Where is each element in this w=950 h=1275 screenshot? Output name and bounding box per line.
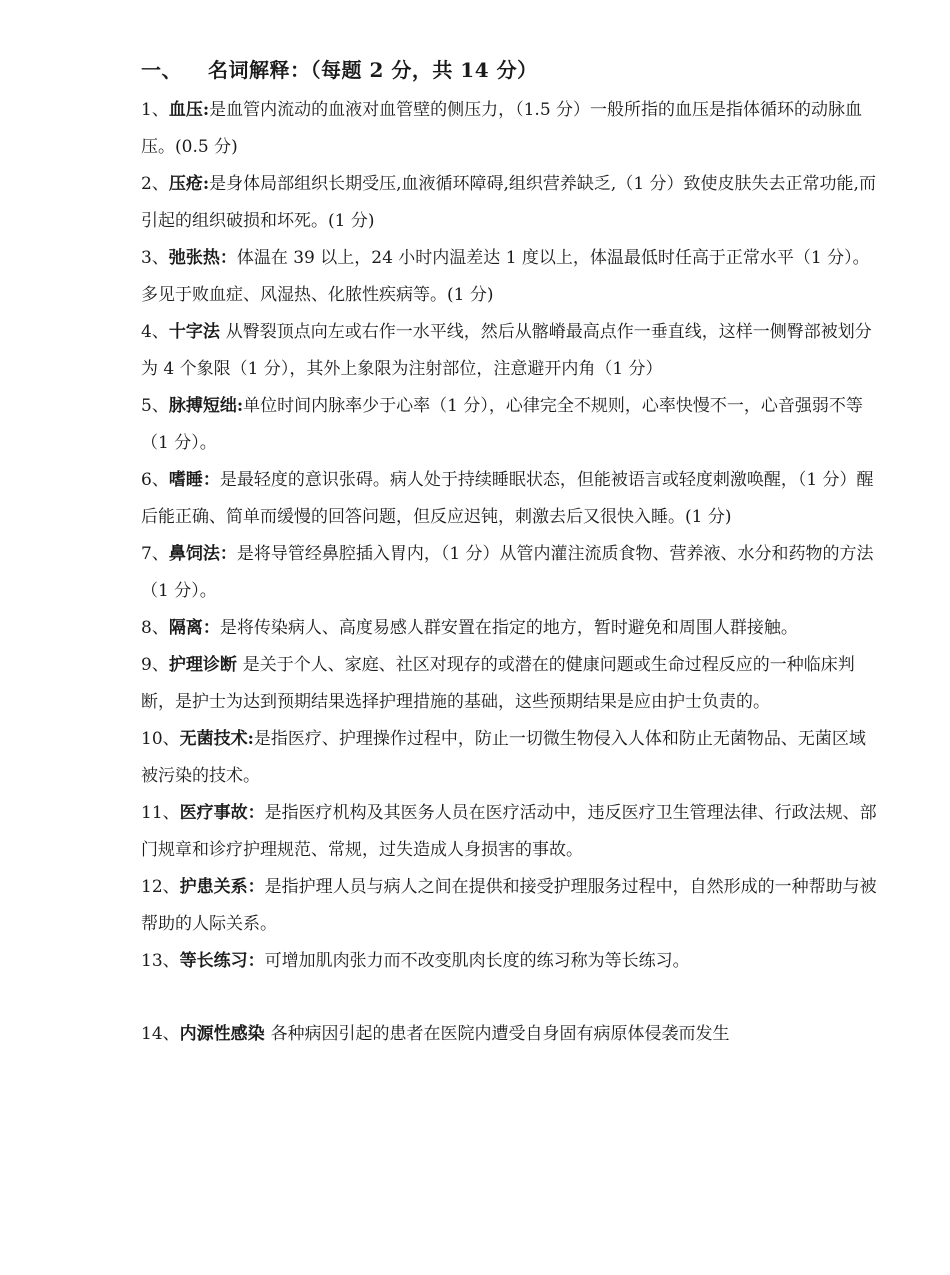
item-definition: 是将传染病人、高度易感人群安置在指定的地方，暂时避免和周围人群接触。 <box>219 618 798 638</box>
item-separator: : <box>202 174 210 194</box>
item-definition: 从臀裂顶点向左或右作一水平线，然后从髂嵴最高点作一垂直线，这样一侧臀部被划分为 4 个象限（1 分），其外上象限为注射部位，注意避开内角（1 分） <box>141 322 872 379</box>
item-separator: ： <box>219 544 237 564</box>
item-definition: 是最轻度的意识张碍。病人处于持续睡眠状态，但能被语言或轻度刺激唤醒，（1 分）醒后能正确、简单而缓慢的回答问题，但反应迟钝，刺激去后又很快入睡。(1 分) <box>141 470 874 527</box>
item-number: 3、 <box>141 248 169 268</box>
item-separator: ： <box>202 470 220 490</box>
item-definition: 是指医疗机构及其医务人员在医疗活动中，违反医疗卫生管理法律、行政法规、部门规章和诊疗护理规范、常规，过失造成人身损害的事故。 <box>141 803 877 860</box>
definition-item-1 <box>141 92 877 166</box>
definition-item-8 <box>141 610 877 647</box>
item-term: 护患关系 <box>179 877 248 897</box>
definition-item-3 <box>141 240 877 314</box>
item-number: 14、 <box>141 1024 180 1044</box>
definition-item-13 <box>141 943 877 980</box>
item-number: 13、 <box>141 951 180 971</box>
item-separator: : <box>236 396 244 416</box>
item-number: 2、 <box>141 174 169 194</box>
definition-item-6 <box>141 462 877 536</box>
item-term: 护理诊断 <box>168 655 237 675</box>
item-term: 压疮 <box>168 174 203 194</box>
definition-item-4 <box>141 314 877 388</box>
definition-item-9 <box>141 647 877 721</box>
document-page <box>141 52 877 1053</box>
item-number: 7、 <box>141 544 169 564</box>
item-number: 5、 <box>141 396 169 416</box>
item-separator: : <box>247 729 254 749</box>
blank-line <box>141 980 877 1016</box>
item-definition: 可增加肌肉张力而不改变肌肉长度的练习称为等长练习。 <box>264 951 690 971</box>
section-heading <box>141 52 877 88</box>
definition-item-7 <box>141 536 877 610</box>
item-term: 无菌技术 <box>179 729 248 749</box>
item-term: 血压 <box>168 100 203 120</box>
item-term: 医疗事故 <box>179 803 248 823</box>
section-number: 一、 <box>141 58 182 82</box>
definition-item-14 <box>141 1016 877 1053</box>
item-term: 隔离 <box>168 618 203 638</box>
item-definition: 是血管内流动的血液对血管壁的侧压力，（1.5 分）一般所指的血压是指体循环的动脉血压。(0.5 分) <box>141 100 863 157</box>
item-separator: ： <box>202 618 220 638</box>
item-term: 等长练习 <box>179 951 248 971</box>
item-number: 12、 <box>141 877 180 897</box>
item-separator: ： <box>247 877 265 897</box>
item-definition: 单位时间内脉率少于心率（1 分），心律完全不规则，心率快慢不一，心音强弱不等（1 分）。 <box>141 396 863 453</box>
item-number: 11、 <box>141 803 180 823</box>
item-definition: 是指护理人员与病人之间在提供和接受护理服务过程中，自然形成的一种帮助与被帮助的人际关系。 <box>141 877 877 934</box>
definition-item-5 <box>141 388 877 462</box>
item-number: 4、 <box>141 322 169 342</box>
item-definition: 各种病因引起的患者在医院内遭受自身固有病原体侵袭而发生 <box>270 1024 730 1044</box>
item-definition: 是指医疗、护理操作过程中，防止一切微生物侵入人体和防止无菌物品、无菌区域被污染的技术。 <box>141 729 866 786</box>
item-definition: 体温在 39 以上，24 小时内温差达 1 度以上，体温最低时任高于正常水平（1 分）。多见于败血症、风湿热、化脓性疾病等。(1 分) <box>141 248 870 305</box>
item-term: 脉搏短绌 <box>168 396 237 416</box>
item-term: 内源性感染 <box>179 1024 265 1044</box>
item-term: 十字法 <box>168 322 220 342</box>
item-definition: 是关于个人、家庭、社区对现存的或潜在的健康问题或生命过程反应的一种临床判断，是护士为达到预期结果选择护理措施的基础，这些预期结果是应由护士负责的。 <box>141 655 855 712</box>
item-term: 弛张热 <box>168 248 220 268</box>
item-number: 8、 <box>141 618 169 638</box>
item-number: 1、 <box>141 100 169 120</box>
item-term: 鼻饲法 <box>168 544 220 564</box>
item-separator: : <box>202 100 210 120</box>
item-definition: 是将导管经鼻腔插入胃内，（1 分）从管内灌注流质食物、营养液、水分和药物的方法（1 分）。 <box>141 544 874 601</box>
item-separator: ： <box>247 803 265 823</box>
item-number: 6、 <box>141 470 169 490</box>
definition-item-11 <box>141 795 877 869</box>
definition-item-2 <box>141 166 877 240</box>
item-term: 嗜睡 <box>168 470 203 490</box>
item-separator: ： <box>247 951 265 971</box>
section-title: 名词解释：（每题 2 分，共 14 分） <box>208 58 538 82</box>
definition-item-12 <box>141 869 877 943</box>
item-number: 10、 <box>141 729 180 749</box>
definition-item-10 <box>141 721 877 795</box>
item-separator: ： <box>219 248 237 268</box>
item-number: 9、 <box>141 655 169 675</box>
item-definition: 是身体局部组织长期受压,血液循环障碍,组织营养缺乏,（1 分）致使皮肤失去正常功能,而引起的组织破损和坏死。(1 分) <box>141 174 876 231</box>
